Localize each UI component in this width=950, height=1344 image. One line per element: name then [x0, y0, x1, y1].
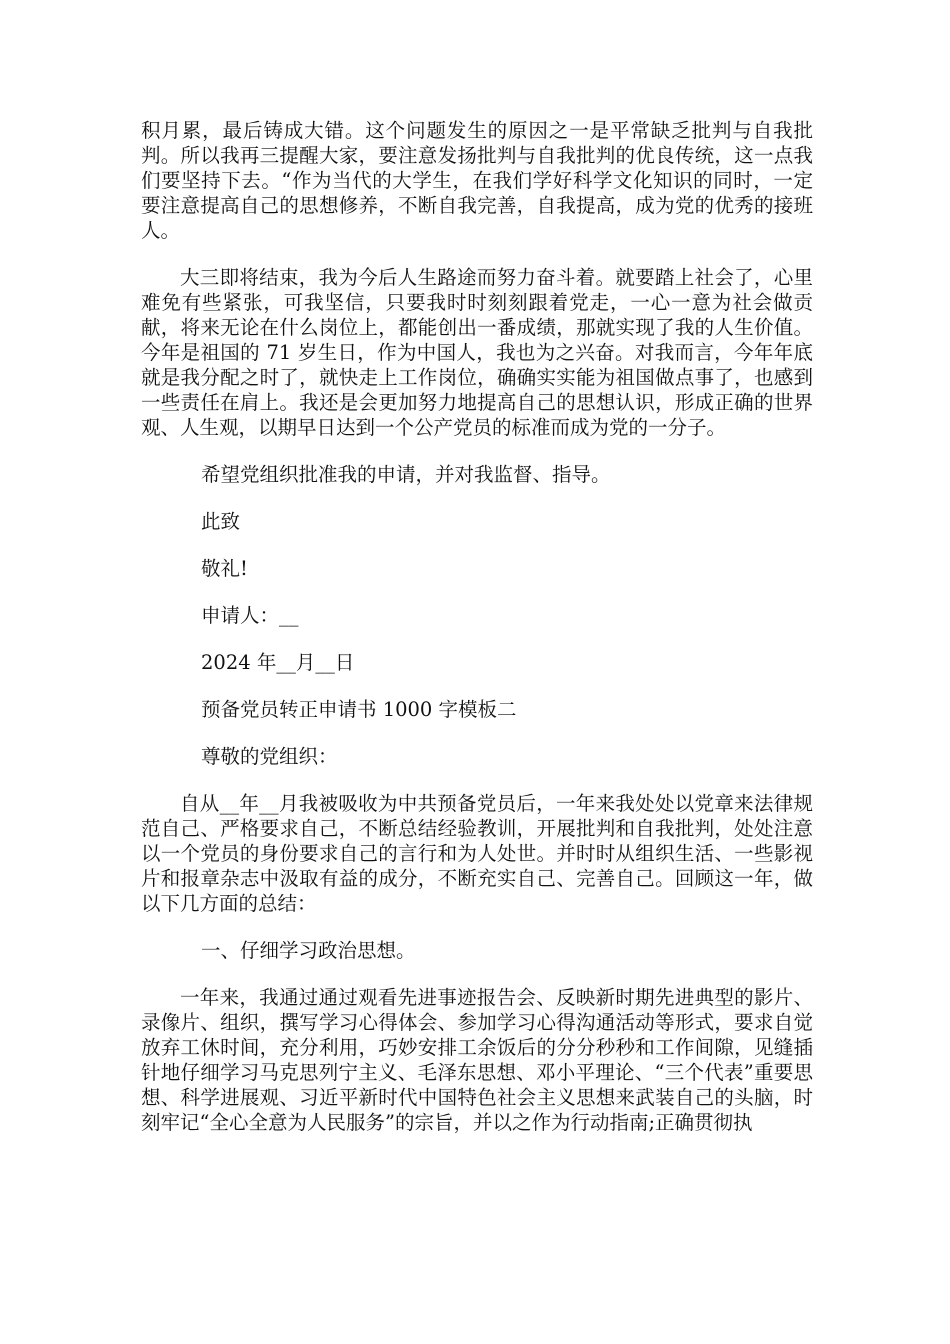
template-title: 预备党员转正申请书 1000 字模板二 — [201, 698, 517, 721]
paragraph-request-approval: 希望党组织批准我的申请，并对我监督、指导。 — [201, 463, 611, 486]
paragraph-since-admission: 自从__年__月我被吸收为中共预备党员后，一年来我处处以党章来法律规范自己、严格要求自己，不断总结经验教训，开展批判和自我批判，处处注意以一个党员的身份要求自己的言行和为人处世。并时时从组织生活、一些影视片和报章杂志中汲取有益的成分，不断充实自己、完善自己。回顾这一年，做以下几方面的总结： — [141, 792, 813, 915]
paragraph-criticism: 积月累，最后铸成大错。这个问题发生的原因之一是平常缺乏批判与自我批判。所以我再三提醒大家，要注意发扬批判与自我批判的优良传统，这一点我们要坚持下去。“作为当代的大学生，在我们学好科学文化知识的同时，一定要注意提高自己的思想修养，不断自我完善，自我提高，成为党的优秀的接班人。 — [141, 119, 813, 242]
closing-respect: 敬礼! — [201, 557, 248, 580]
document-page — [141, 118, 813, 1157]
closing-salutation: 此致 — [201, 510, 241, 533]
paragraph-study: 一年来，我通过通过观看先进事迹报告会、反映新时期先进典型的影片、录像片、组织，撰写学习心得体会、参加学习心得沟通活动等形式，要求自觉放弃工休时间，充分利用，巧妙安排工余饭后的分分秒秒和工作间隙，见缝插针地仔细学习马克思列宁主义、毛泽东思想、邓小平理论、“三个代表”重要思想、科学进展观、习近平新时代中国特色社会主义思想来武装自己的头脑，时刻牢记“全心全意为人民服务”的宗旨，并以之作为行动指南;正确贯彻执 — [141, 986, 813, 1134]
greeting: 尊敬的党组织： — [201, 745, 338, 768]
paragraph-junior-year: 大三即将结束，我为今后人生路途而努力奋斗着。就要踏上社会了，心里难免有些紧张，可我坚信，只要我时时刻刻跟着党走，一心一意为社会做贡献，将来无论在什么岗位上，都能创出一番成绩，那就实现了我的人生价值。今年是祖国的 71 岁生日，作为中国人，我也为之兴奋。对我而言，今年年底就是我分配之时了，就快走上工作岗位，确确实实能为祖国做点事了，也感到一些责任在肩上。我还是会更加努力地提高自己的思想认识，形成正确的世界观、人生观，以期早日达到一个公产党员的标准而成为党的一分子。 — [141, 266, 813, 439]
date-line: 2024 年__月__日 — [201, 651, 355, 674]
section-heading-politics: 一、仔细学习政治思想。 — [201, 939, 416, 962]
applicant-line: 申请人：__ — [201, 604, 299, 627]
